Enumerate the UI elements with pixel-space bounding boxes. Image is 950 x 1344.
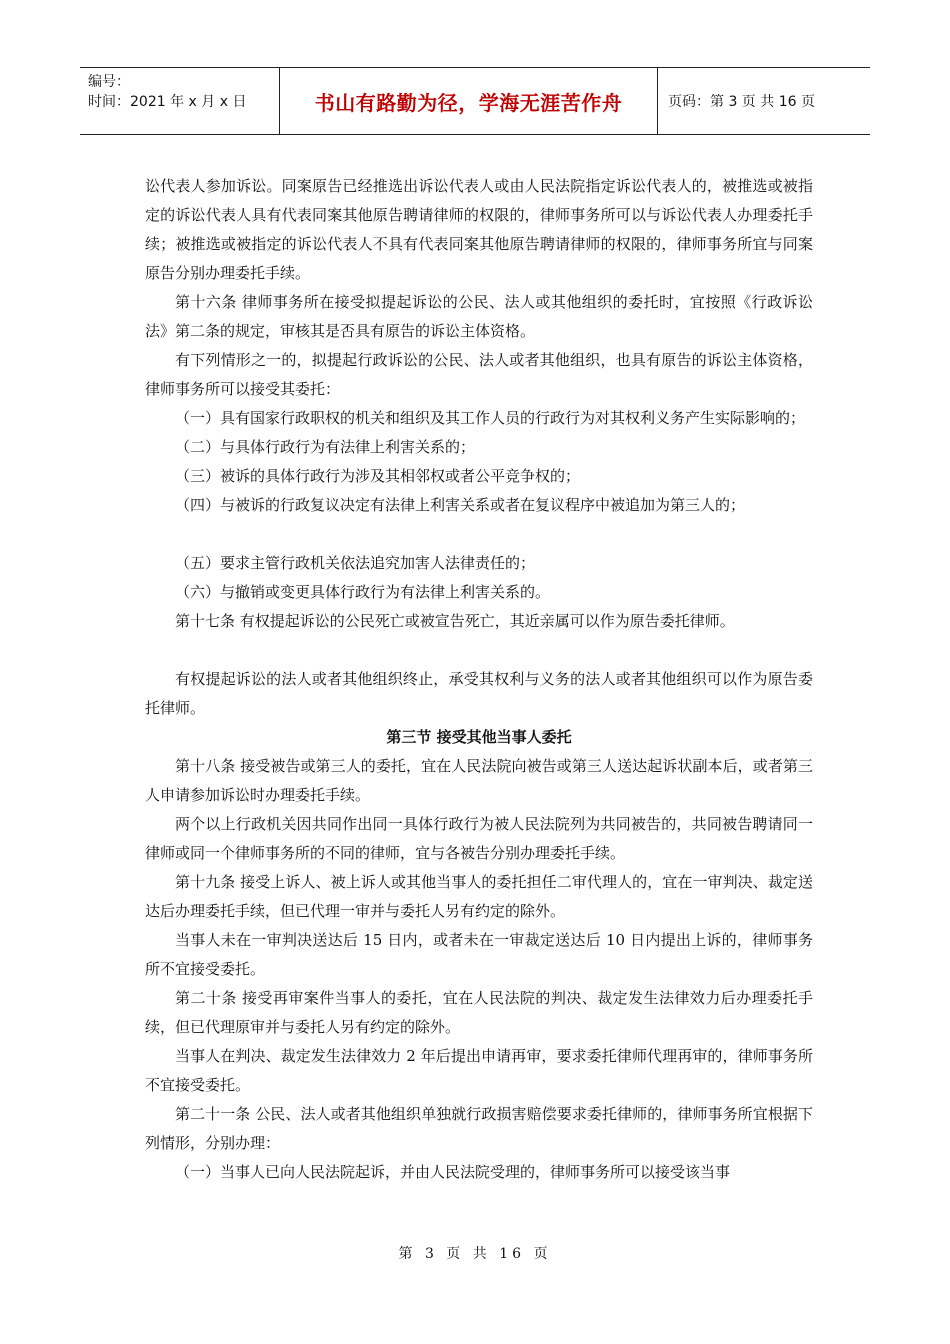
article-17: 第十七条 有权提起诉讼的公民死亡或被宣告死亡，其近亲属可以作为原告委托律师。 (175, 612, 735, 630)
list-item: （一）具有国家行政职权的机关和组织及其工作人员的行政行为对其权利义务产生实际影响的； (175, 409, 806, 427)
list-item: （五）要求主管行政机关依法追究加害人法律责任的； (175, 554, 536, 572)
paragraph: 当事人在判决、裁定发生法律效力 2 年后提出申请再审，要求委托律师代理再审的，律师事务所不宜接受委托。 (145, 1047, 813, 1094)
page-footer: 第 3 页 共 16 页 (398, 1246, 552, 1262)
document-number-label: 编号： (88, 74, 130, 90)
article-18: 第十八条 接受被告或第三人的委托，宜在人民法院向被告或第三人送达起诉状副本后，或者第三人申请参加诉讼时办理委托手续。 (145, 757, 813, 804)
paragraph: 有下列情形之一的，拟提起行政诉讼的公民、法人或者其他组织，也具有原告的诉讼主体资格，律师事务所可以接受其委托： (145, 351, 813, 398)
list-item: （三）被诉的具体行政行为涉及其相邻权或者公平竞争权的； (175, 467, 581, 485)
document-date-label: 时间：2021 年 x 月 x 日 (88, 94, 247, 110)
list-item: （四）与被诉的行政复议决定有法律上利害关系或者在复议程序中被追加为第三人的； (175, 496, 746, 514)
paragraph: 当事人未在一审判决送达后 15 日内，或者未在一审裁定送达后 10 日内提出上诉的，律师事务所不宜接受委托。 (145, 931, 813, 978)
list-item: （二）与具体行政行为有法律上利害关系的； (175, 438, 476, 456)
article-19: 第十九条 接受上诉人、被上诉人或其他当事人的委托担任二审代理人的，宜在一审判决、裁定送达后办理委托手续，但已代理一审并与委托人另有约定的除外。 (145, 873, 813, 920)
header-meta-cell (80, 68, 280, 134)
article-16: 第十六条 律师事务所在接受拟提起诉讼的公民、法人或其他组织的委托时，宜按照《行政诉讼法》第二条的规定，审核其是否具有原告的诉讼主体资格。 (145, 293, 813, 340)
document-body (145, 172, 813, 1187)
header-page-code: 页码：第 3 页 共 16 页 (668, 94, 815, 110)
article-21: 第二十一条 公民、法人或者其他组织单独就行政损害赔偿要求委托律师的，律师事务所宜根据下列情形，分别办理： (145, 1105, 813, 1152)
paragraph: 有权提起诉讼的法人或者其他组织终止，承受其权利与义务的法人或者其他组织可以作为原告委托律师。 (145, 670, 813, 717)
header-motto: 书山有路勤为径，学海无涯苦作舟 (280, 68, 658, 134)
paragraph: 讼代表人参加诉讼。同案原告已经推选出诉讼代表人或由人民法院指定诉讼代表人的，被推选或被指定的诉讼代表人具有代表同案其他原告聘请律师的权限的，律师事务所可以与诉讼代表人办理委托手续；被推选或被指定的诉讼代表人不具有代表同案其他原告聘请律师的权限的，律师事务所宜与同案原告分别办理委托手续。 (145, 177, 813, 282)
list-item: （六）与撤销或变更具体行政行为有法律上利害关系的。 (175, 583, 551, 601)
article-20: 第二十条 接受再审案件当事人的委托，宜在人民法院的判决、裁定发生法律效力后办理委托手续，但已代理原审并与委托人另有约定的除外。 (145, 989, 813, 1036)
page-header (80, 67, 870, 135)
section-heading: 第三节 接受其他当事人委托 (386, 728, 572, 746)
paragraph: 两个以上行政机关因共同作出同一具体行政行为被人民法院列为共同被告的，共同被告聘请同一律师或同一个律师事务所的不同的律师，宜与各被告分别办理委托手续。 (145, 815, 813, 862)
list-item: （一）当事人已向人民法院起诉，并由人民法院受理的，律师事务所可以接受该当事 (175, 1163, 731, 1181)
